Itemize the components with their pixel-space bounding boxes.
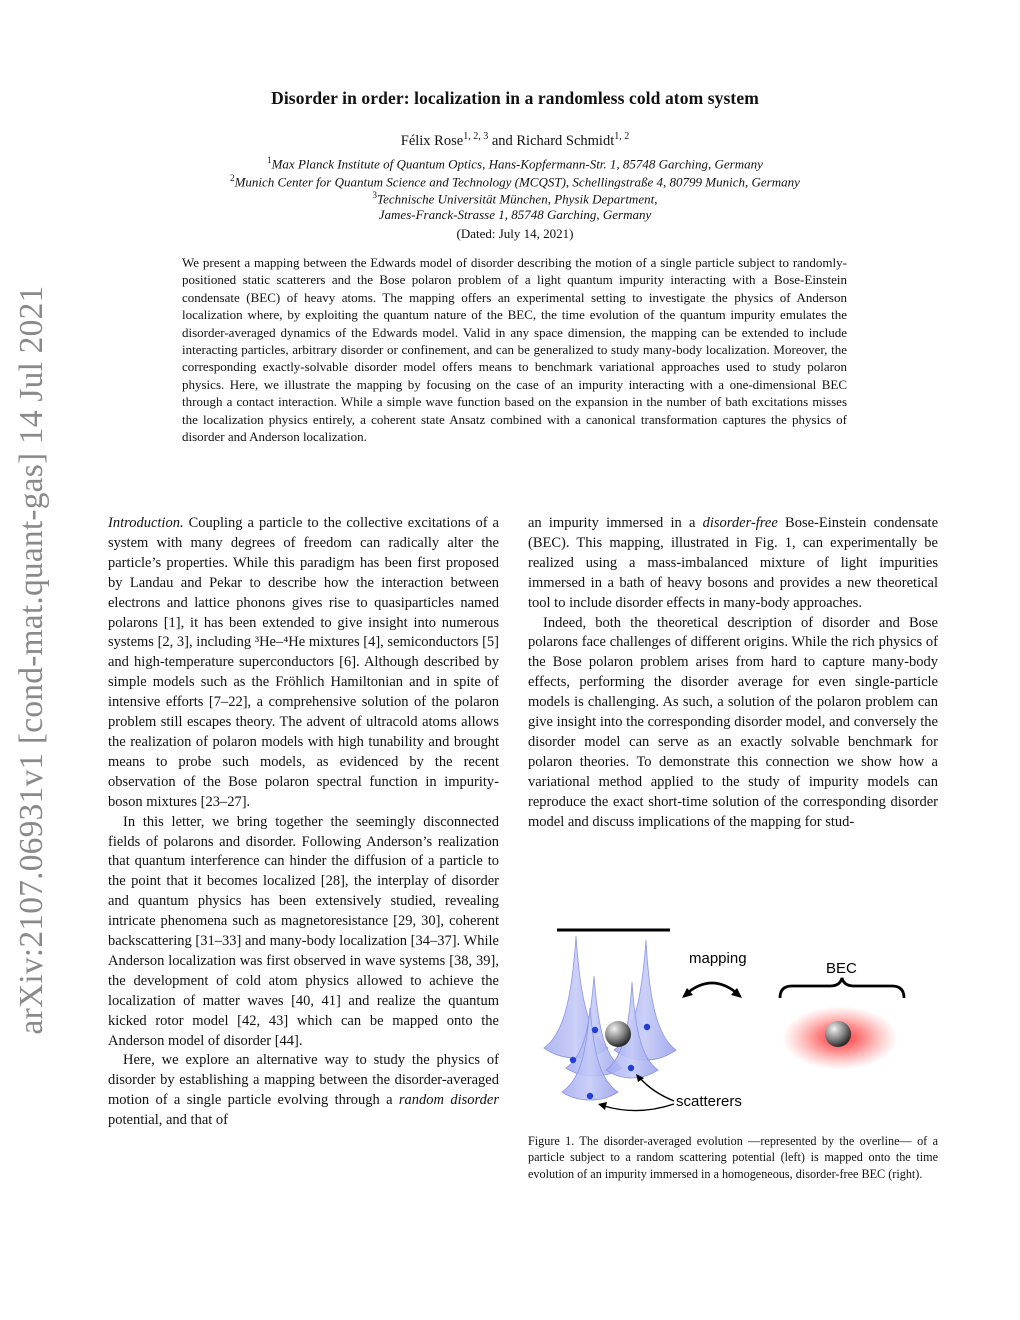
scatterers-arrow-2 bbox=[604, 1104, 674, 1111]
scatterer-dot bbox=[628, 1065, 634, 1071]
mapping-paragraph: an impurity immersed in a disorder-free Bose-Einstein condensate (BEC). This mapping, illustrated in Fig. 1, can experimentally be realized using a mass-imbalanced mixture of light impurities immersed in a bath of heavy bosons and provides a new theoretical tool to include disorder effects in many-body approaches. bbox=[528, 515, 939, 611]
label-scatterers: scatterers bbox=[676, 1093, 742, 1110]
intro-paragraph: Introduction. Coupling a particle to the collective excitations of a system with many degrees of freedom can radically alter the particle’s properties. While this paradigm has been first proposed by Landau and Pekar to describe how the interaction between electrons and lattice phonons gives rise to quasiparticles named polarons [1], it has been extended to give insight into numerous systems [2, 3], including ³He–⁴He mixtures [4], semiconductors [5] and high-temperature superconductors [6]. Although described by simple models such as the Fröhlich Hamiltonian and in spite of intensive efforts [7–22], a comprehensive solution of the polaron problem still escapes theory. The advent of ultracold atoms allows the realization of polaron models with high tunability and brought means to probe such models, as evidenced by the recent observation of the Bose polaron spectral function in impurity-boson mixtures [23–27]. bbox=[108, 515, 499, 810]
mapping-arrow bbox=[686, 983, 738, 994]
scatterer-dot bbox=[570, 1057, 576, 1063]
arxiv-stamp: arXiv:2107.06931v1 [cond-mat.quant-gas] 14 Jul 2021 bbox=[13, 285, 50, 1035]
label-mapping: mapping bbox=[689, 950, 747, 967]
author-2: Richard Schmidt bbox=[516, 132, 615, 149]
scatterer-cones bbox=[544, 936, 676, 1100]
author-1-affil: 1, 2, 3 bbox=[463, 131, 489, 142]
label-bec: BEC bbox=[826, 960, 857, 977]
abstract: We present a mapping between the Edwards model of disorder describing the motion of a single particle subject to randomly-positioned static scatterers and the Bose polaron problem of a light quantum impurity interacting with a Bose-Einstein condensate (BEC) of heavy atoms. The mapping offers an experimental setting to investigate the physics of Anderson localization where, by exploiting the quantum nature of the BEC, the time evolution of the quantum impurity emulates the disorder-averaged dynamics of the Edwards model. Valid in any space dimension, the mapping can be extended to include interacting particles, arbitrary disorder or confinement, and can be generalized to study many-body localization. Moreover, the corresponding exactly-solvable disorder model offers means to benchmark variational approaches used to study polaron physics. Here, we illustrate the mapping by focusing on the case of an impurity interacting with a one-dimensional BEC through a contact interaction. While a simple wave function based on the expansion in the number of bath excitations misses the localization physics entirely, a coherent state Ansatz combined with a canonical transformation captures the physics of disorder and Anderson localization. bbox=[182, 255, 847, 445]
challenges-paragraph: Indeed, both the theoretical description of disorder and Bose polarons face challenges of different origins. While the rich physics of the Bose polaron problem arises from hard to capture many-body effects, performing the disorder average for even single-particle models is challenging. As such, a solution of the polaron problem can give insight into the corresponding disorder model, and conversely the disorder model can serve as an exactly solvable benchmark for polaron theories. To demonstrate this connection we show how a variational method applied to the study of impurity models can reproduce the exact short-time solution of the corresponding disorder model and discuss implications of the mapping for stud- bbox=[528, 614, 938, 830]
author-and: and bbox=[488, 132, 517, 149]
scatterer-dot bbox=[592, 1027, 598, 1033]
scatterer-dot bbox=[644, 1024, 650, 1030]
dated-line: (Dated: July 14, 2021) bbox=[456, 226, 574, 241]
bec-brace bbox=[780, 978, 904, 998]
figure-1-caption: Figure 1. The disorder-averaged evolution —represented by the overline— of a particle subject to a random scattering potential (left) is mapped onto the time evolution of an impurity immersed in a homogeneous, disorder-free BEC (right). bbox=[528, 1134, 938, 1181]
affiliation-1: $^1$Max Planck Institute of Quantum Optics, Hans-Kopfermann-Str. 1, 85748 Garching, Germany bbox=[267, 155, 763, 172]
alternative-paragraph: Here, we explore an alternative way to study the physics of disorder by establishing a mapping between the disorder-averaged motion of a single particle evolving through a random disorder potential, and that of bbox=[108, 1052, 499, 1129]
particle-ball-left bbox=[605, 1021, 631, 1047]
letter-paragraph: In this letter, we bring together the seemingly disconnected fields of polarons and disorder. Following Anderson’s realization that quantum interference can hinder the diffusion of a particle to the point that it becomes localized [28], the interplay of disorder and quantum physics has been extensively studied, revealing intricate phenomena such as magnetoresistance [29, 30], coherent backscattering [31–33] and many-body localization [34–37]. While Anderson localization was first observed in wave systems [38, 39], the development of cold atom physics allowed to achieve the localization of matter waves [40, 41] and realize the quantum kicked rotor model [42, 43] which can be mapped onto the Anderson model of disorder [44]. bbox=[108, 813, 499, 1049]
affiliation-3: $^3$Technische Universität München, Physik Department, bbox=[372, 190, 658, 207]
affiliation-3-cont: James-Franck-Strasse 1, 85748 Garching, Germany bbox=[378, 207, 652, 222]
left-column bbox=[108, 514, 499, 1131]
author-1: Félix Rose bbox=[400, 132, 464, 149]
figure-1-graphic bbox=[528, 916, 940, 1128]
author-2-affil: 1, 2 bbox=[614, 131, 630, 142]
right-column bbox=[528, 514, 938, 833]
figure-1 bbox=[528, 916, 940, 1128]
scatterers-arrow-1 bbox=[640, 1078, 674, 1101]
author-line bbox=[100, 131, 930, 150]
particle-ball-right bbox=[825, 1021, 851, 1047]
paper-title: Disorder in order: localization in a randomless cold atom system bbox=[271, 88, 759, 108]
scatterer-dot bbox=[587, 1093, 593, 1099]
affiliation-2: $^2$Munich Center for Quantum Science and Technology (MCQST), Schellingstraße 4, 80799 Munich, Germany bbox=[230, 173, 800, 190]
scatterers-arrowhead-2 bbox=[598, 1102, 607, 1110]
